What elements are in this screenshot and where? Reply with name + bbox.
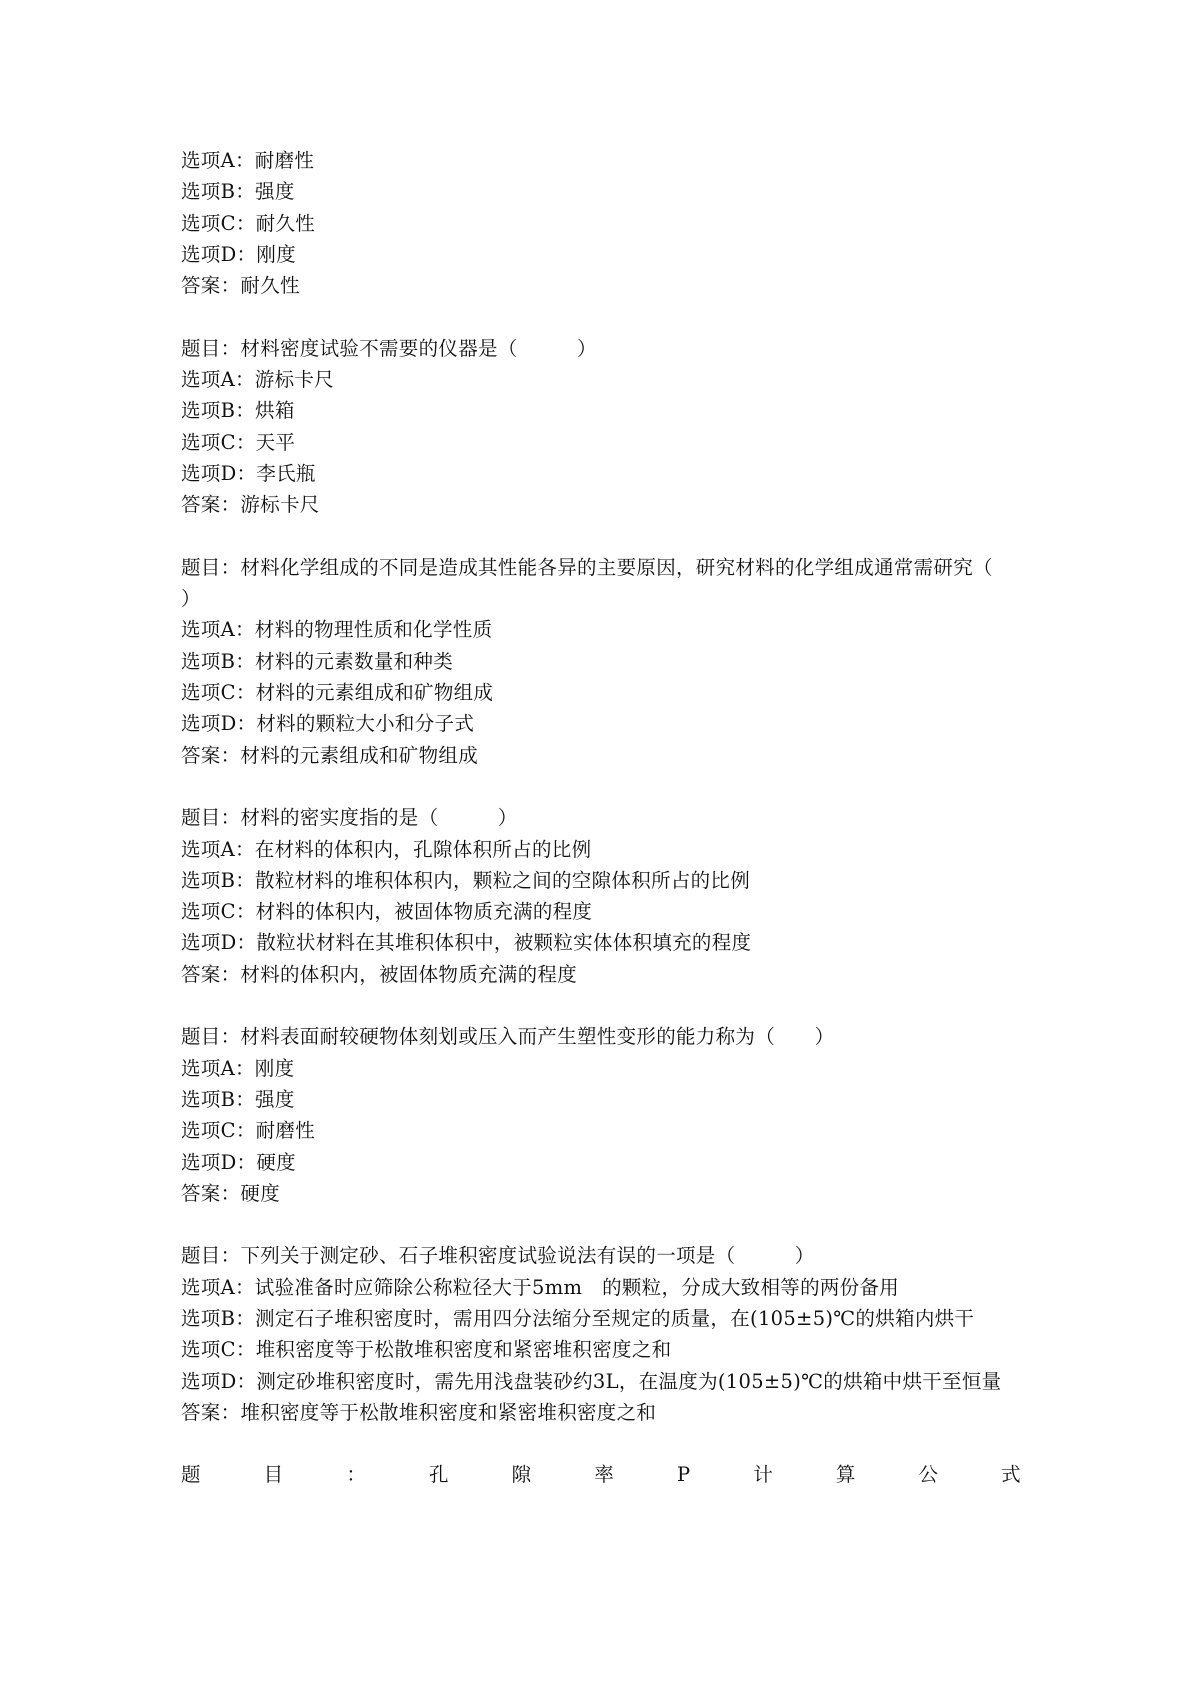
option-d: 选项D：散粒状材料在其堆积体积中，被颗粒实体体积填充的程度	[181, 931, 752, 955]
answer: 答案：材料的元素组成和矿物组成	[181, 743, 479, 767]
answer: 答案：游标卡尺	[181, 493, 320, 517]
title-char: 公	[918, 1463, 939, 1487]
title-char: 目	[263, 1463, 284, 1487]
question-title: 题目：材料密度试验不需要的仪器是（ ）	[181, 336, 597, 360]
option-d: 选项D：硬度	[181, 1150, 296, 1174]
option-d: 选项D：测定砂堆积密度时，需先用浅盘装砂约3L，在温度为(105±5)℃的烘箱中烘干至恒量	[181, 1369, 1002, 1393]
spacer	[181, 1428, 1041, 1459]
answer: 答案：硬度	[181, 1181, 281, 1205]
title-char: 题	[181, 1463, 201, 1487]
question-title: 题目：下列关于测定砂、石子堆积密度试验说法有误的一项是（ ）	[181, 1244, 815, 1268]
question-title-justified	[181, 1459, 1021, 1490]
title-char: ：	[346, 1463, 367, 1487]
option-d: 选项D：材料的颗粒大小和分子式	[181, 712, 475, 736]
question-title: 题目：材料表面耐较硬物体刻划或压入而产生塑性变形的能力称为（ ）	[181, 1025, 835, 1049]
option-a: 选项A：游标卡尺	[181, 368, 334, 392]
option-a: 选项A：刚度	[181, 1056, 295, 1080]
option-b: 选项B：散粒材料的堆积体积内，颗粒之间的空隙体积所占的比例	[181, 868, 751, 892]
title-char: 式	[1001, 1463, 1021, 1487]
title-char: 算	[835, 1463, 856, 1487]
title-char: 孔	[428, 1463, 449, 1487]
option-b: 选项B：强度	[181, 180, 295, 204]
option-a: 选项A：耐磨性	[181, 149, 315, 172]
question-list	[181, 145, 1041, 1491]
answer: 答案：材料的体积内，被固体物质充满的程度	[181, 962, 578, 986]
question-title: 题目：材料的密实度指的是（ ）	[181, 806, 518, 830]
option-b: 选项B：材料的元素数量和种类	[181, 649, 454, 673]
intro-block	[181, 145, 1041, 301]
option-c: 选项C：耐磨性	[181, 1119, 316, 1143]
option-b: 选项B：测定石子堆积密度时，需用四分法缩分至规定的质量，在(105±5)℃的烘箱内烘干	[181, 1306, 975, 1330]
answer: 答案：耐久性	[181, 274, 300, 298]
option-d: 选项D：刚度	[181, 242, 296, 266]
answer: 答案：堆积密度等于松散堆积密度和紧密堆积密度之和	[181, 1400, 657, 1424]
question-block	[181, 552, 1041, 771]
question-block	[181, 1240, 1041, 1428]
spacer	[181, 1209, 1041, 1240]
option-a: 选项A：试验准备时应筛除公称粒径大于5mm 的颗粒，分成大致相等的两份备用	[181, 1275, 900, 1299]
spacer	[181, 521, 1041, 552]
option-a: 选项A：在材料的体积内，孔隙体积所占的比例	[181, 837, 592, 861]
question-block	[181, 1021, 1041, 1209]
spacer	[181, 771, 1041, 802]
title-char: P	[676, 1463, 691, 1487]
question-title: 题目：材料化学组成的不同是造成其性能各异的主要原因，研究材料的化学组成通常需研究（ ）	[181, 555, 1033, 611]
option-c: 选项C：材料的体积内，被固体物质充满的程度	[181, 900, 593, 924]
option-c: 选项C：天平	[181, 430, 296, 454]
option-a: 选项A：材料的物理性质和化学性质	[181, 618, 493, 642]
option-d: 选项D：李氏瓶	[181, 461, 316, 485]
option-b: 选项B：烘箱	[181, 399, 295, 423]
option-c: 选项C：堆积密度等于松散堆积密度和紧密堆积密度之和	[181, 1338, 672, 1362]
title-char: 隙	[511, 1463, 532, 1487]
question-block	[181, 802, 1041, 990]
question-block	[181, 333, 1041, 521]
title-char: 计	[753, 1463, 774, 1487]
spacer	[181, 990, 1041, 1021]
option-c: 选项C：材料的元素组成和矿物组成	[181, 681, 494, 705]
option-b: 选项B：强度	[181, 1087, 295, 1111]
spacer	[181, 301, 1041, 332]
title-char: 率	[594, 1463, 615, 1487]
option-c: 选项C：耐久性	[181, 211, 316, 235]
